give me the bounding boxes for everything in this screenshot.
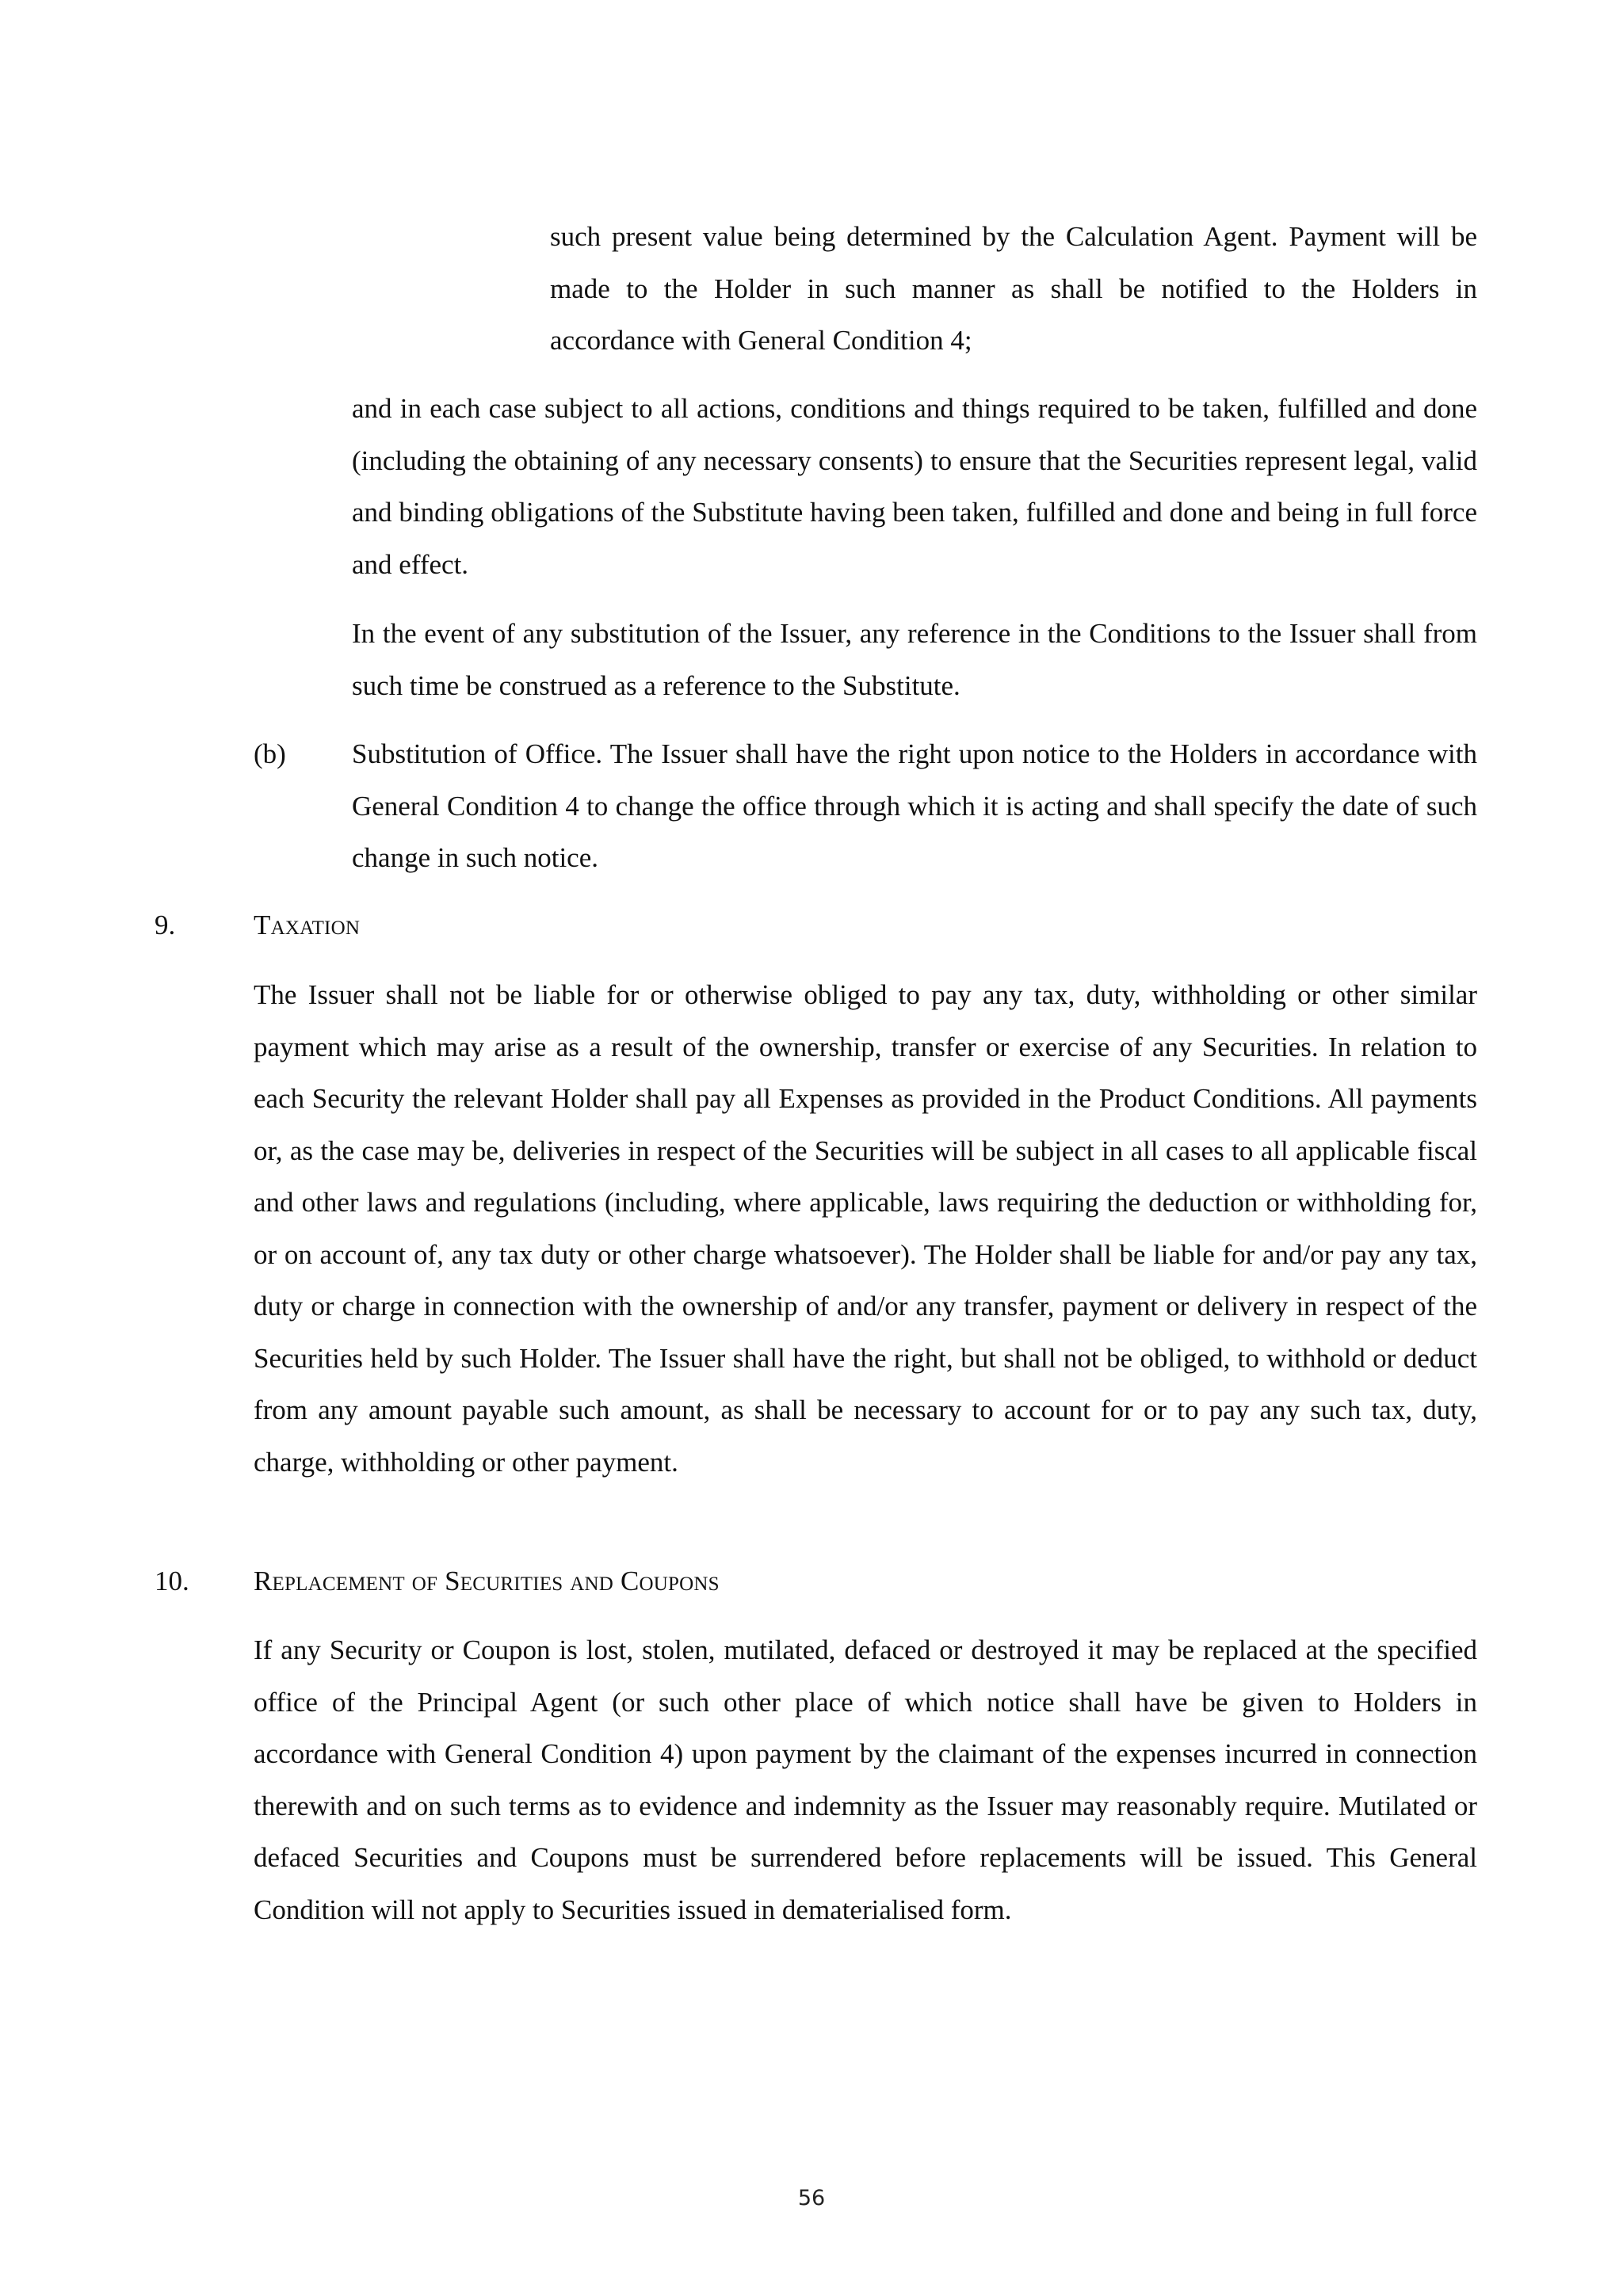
section-10-heading: Replacement of Securities and Coupons <box>254 1566 720 1596</box>
section-9-heading: Taxation <box>254 910 361 940</box>
section-9-number: 9. <box>155 910 176 940</box>
section-10-body: If any Security or Coupon is lost, stolen, mutilated, defaced or destroyed it may be replaced at the specified office of the Principal Agent (or such other place of which notice shall have be given to Holders in accordance with General Condition 4) upon payment by the claimant of the expenses incurred in connection therewith and on such terms as to evidence and indemnity as the Issuer may reasonably require. Mutilated or defaced Securities and Coupons must be surrendered before replacements will be issued. This General Condition will not apply to Securities issued in dematerialised form. <box>254 1634 1477 1925</box>
section-10-number: 10. <box>155 1566 189 1596</box>
sub-paragraph-end: such present value being determined by the Calculation Agent. Payment will be made to the Holder in such manner as shall be notified to the Holders in accordance with General Condition 4; <box>550 221 1477 356</box>
section-9-body: The Issuer shall not be liable for or otherwise obliged to pay any tax, duty, withholding or other similar payment which may arise as a result of the ownership, transfer or exercise of any Securities. In relation to each Security the relevant Holder shall pay all Expenses as provided in the Product Conditions. All payments or, as the case may be, deliveries in respect of the Securities will be subject in all cases to all applicable fiscal and other laws and regulations (including, where applicable, laws requiring the deduction or withholding for, or on account of, any tax duty or other charge whatsoever). The Holder shall be liable for and/or pay any tax, duty or charge in connection with the ownership of and/or any transfer, payment or delivery in respect of the Securities held by such Holder. The Issuer shall have the right, but shall not be obliged, to withhold or deduct from any amount payable such amount, as shall be necessary to account for or to pay any such tax, duty, charge, withholding or other payment. <box>254 979 1477 1478</box>
subject-to-clause: and in each case subject to all actions, conditions and things required to be taken, fulfilled and done (including the obtaining of any necessary consents) to ensure that the Securities represent legal, valid and binding obligations of the Substitute having been taken, fulfilled and done and being in full force and effect. <box>352 393 1477 580</box>
item-b-label: (b) <box>254 738 286 769</box>
item-b-text: Substitution of Office. The Issuer shall have the right upon notice to the Holders in accordance with General Condition 4 to change the office through which it is acting and shall specify the date of such change in such notice. <box>352 738 1477 873</box>
page-number: 56 <box>797 2186 826 2210</box>
substitution-event-clause: In the event of any substitution of the Issuer, any reference in the Conditions to the Issuer shall from such time be construed as a reference to the Substitute. <box>352 618 1477 701</box>
